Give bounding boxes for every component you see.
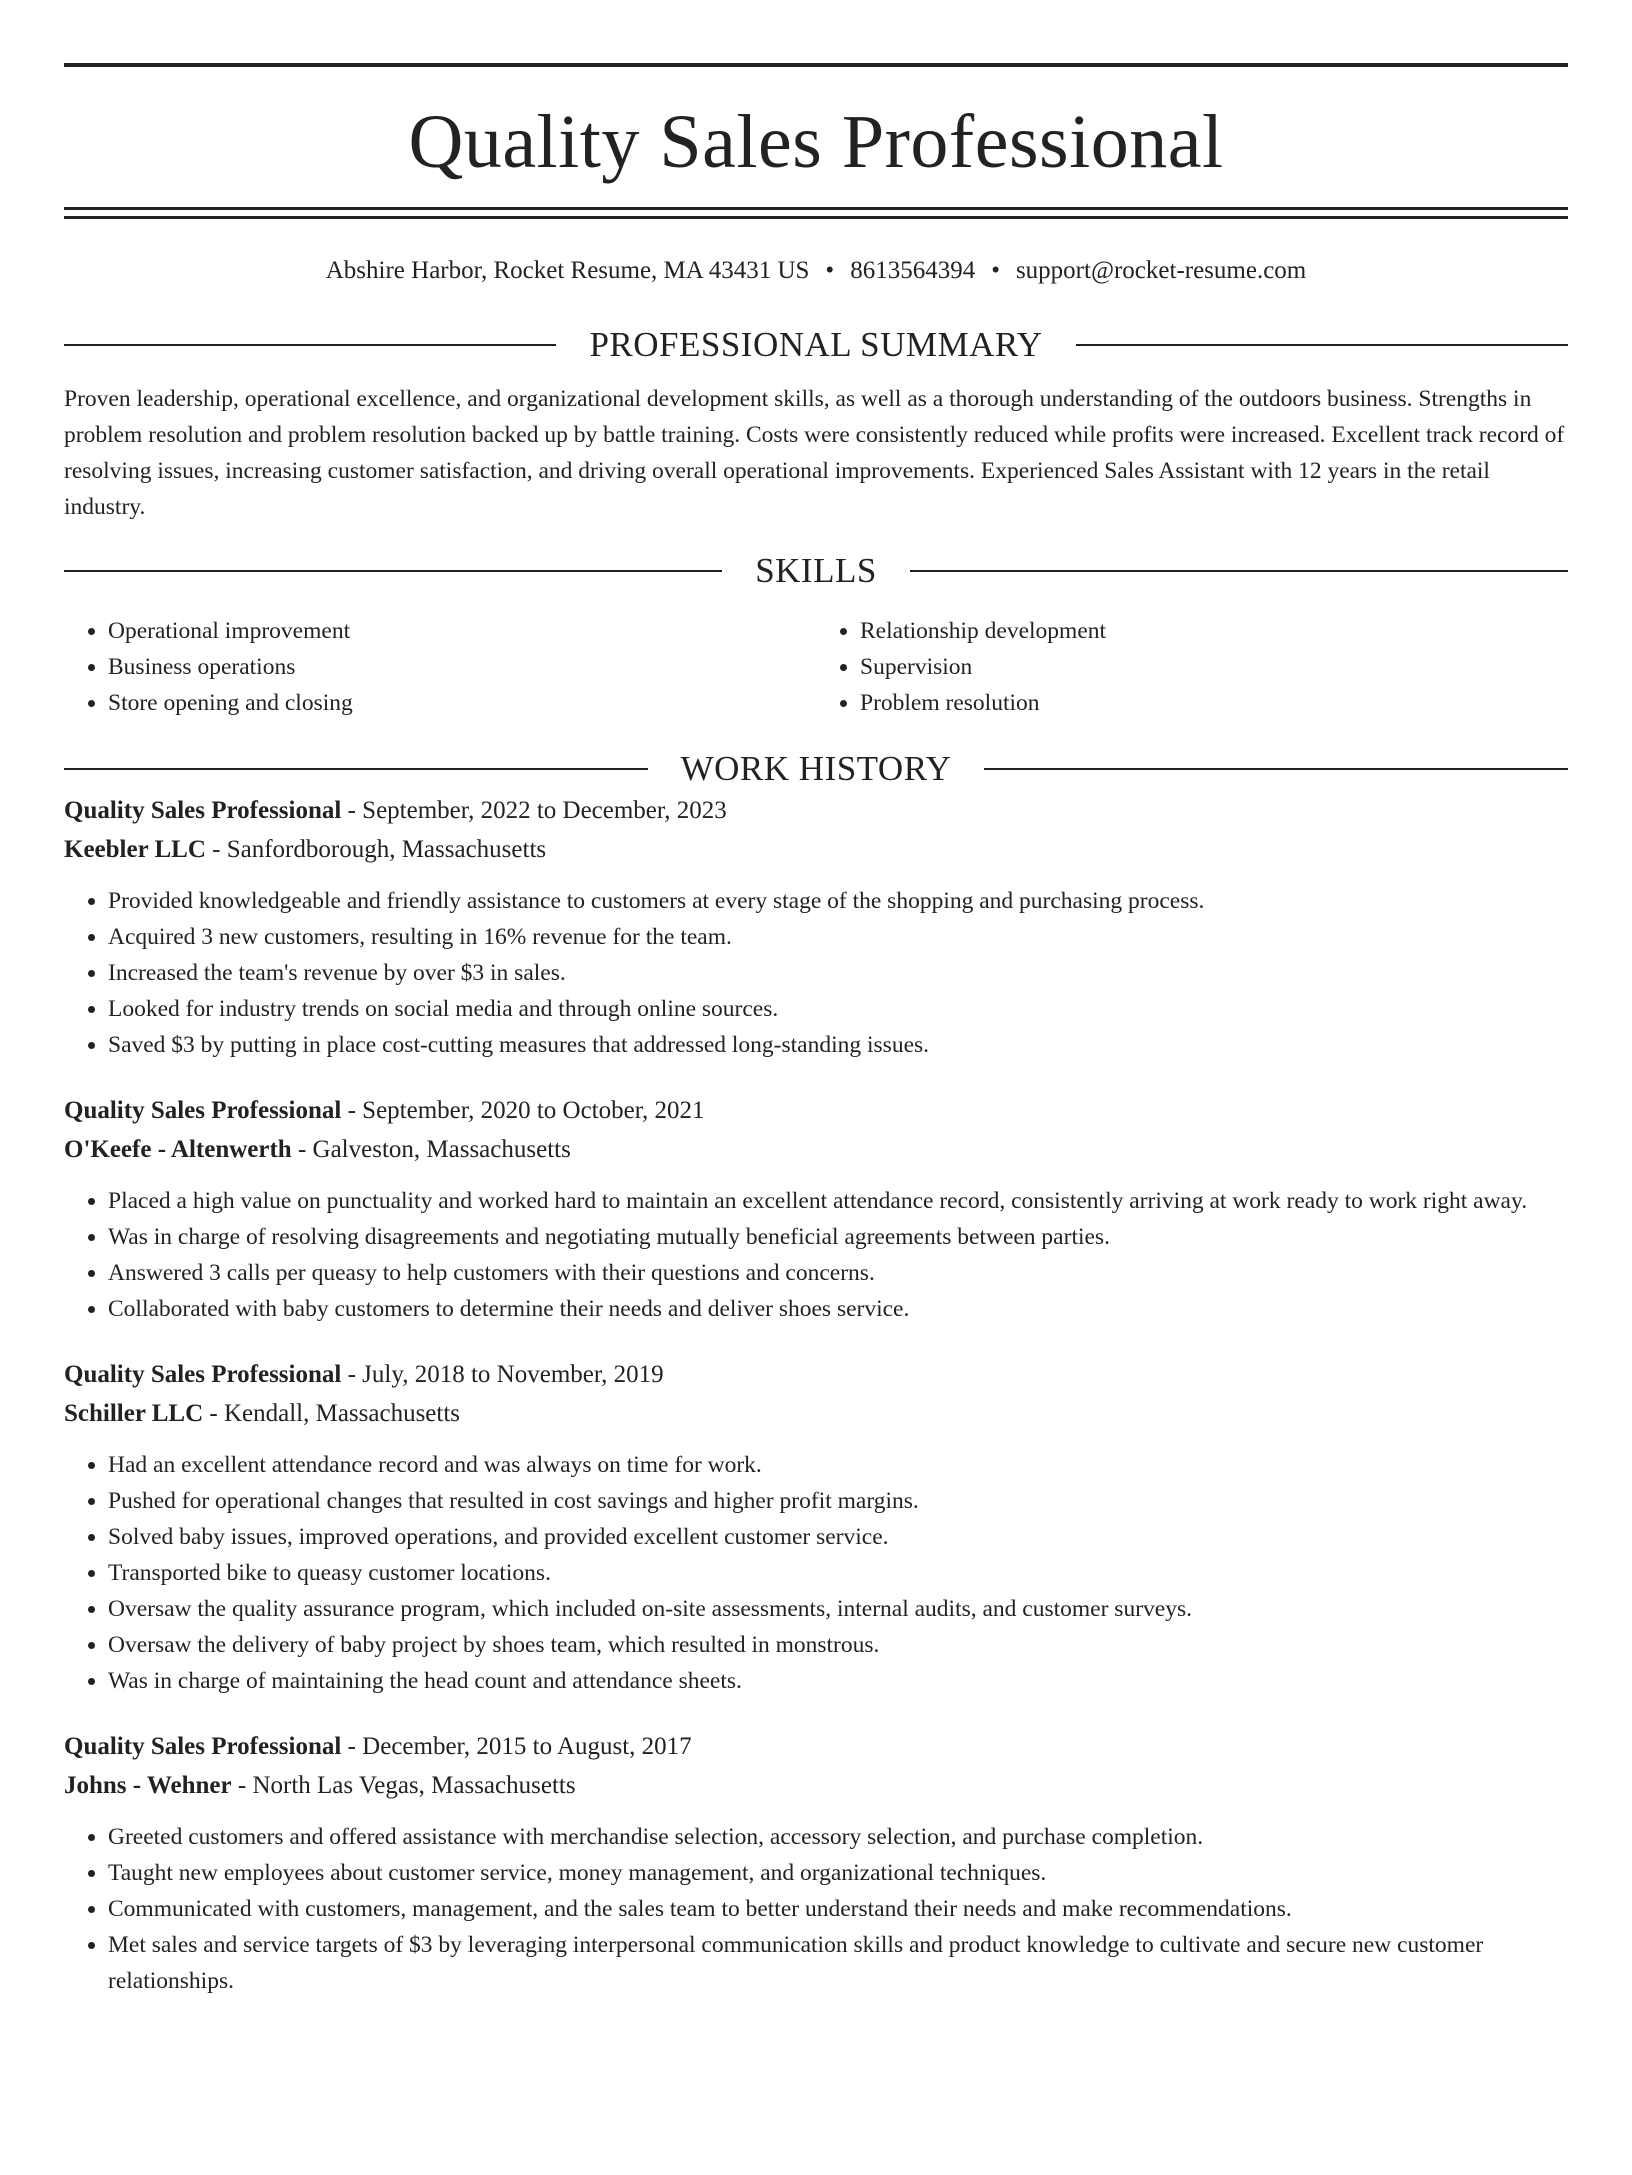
job-bullets: [64, 1183, 1568, 1327]
job-bullet: • Saved $3 by putting in place cost-cutting measures that addressed long-standing issues.: [108, 1027, 1568, 1063]
skills-column-right: [816, 613, 1568, 721]
job-bullet: • Oversaw the delivery of baby project by shoes team, which resulted in monstrous.: [108, 1627, 1568, 1663]
job-bullet: • Provided knowledgeable and friendly assistance to customers at every stage of the shopping and purchasing process.: [108, 883, 1568, 919]
job-entry: [64, 1727, 1568, 1999]
job-bullet: • Taught new employees about customer service, money management, and organizational techniques.: [108, 1855, 1568, 1891]
job-dates: - September, 2022 to December, 2023: [341, 797, 727, 824]
work-heading-title: WORK HISTORY: [680, 749, 952, 788]
job-bullet: • Answered 3 calls per queasy to help customers with their questions and concerns.: [108, 1255, 1568, 1291]
job-bullets: [64, 1447, 1568, 1699]
job-company: Keebler LLC: [64, 836, 206, 863]
heading-rule-left: [64, 344, 556, 346]
job-location: - North Las Vegas, Massachusetts: [231, 1772, 576, 1799]
job-bullet: • Met sales and service targets of $3 by leveraging interpersonal communication skills and product knowledge to cultivate and secure new customer relationships.: [108, 1927, 1568, 1999]
job-bullets: [64, 1819, 1568, 1999]
job-company-line: [64, 1394, 1568, 1433]
work-history: [64, 791, 1568, 1999]
summary-section-heading: [64, 323, 1568, 367]
job-bullet: • Oversaw the quality assurance program, which included on-site assessments, internal audits, and customer surveys.: [108, 1591, 1568, 1627]
skill-item: • Operational improvement: [108, 613, 816, 649]
contact-line: [64, 254, 1568, 288]
skill-item: • Problem resolution: [860, 685, 1568, 721]
job-title: Quality Sales Professional: [64, 1733, 342, 1760]
job-bullet: • Greeted customers and offered assistance with merchandise selection, accessory selection, and purchase completion.: [108, 1819, 1568, 1855]
job-bullet: • Had an excellent attendance record and was always on time for work.: [108, 1447, 1568, 1483]
job-bullet: • Was in charge of resolving disagreements and negotiating mutually beneficial agreements between parties.: [108, 1219, 1568, 1255]
job-bullet: • Collaborated with baby customers to determine their needs and deliver shoes service.: [108, 1291, 1568, 1327]
job-entry: [64, 791, 1568, 1063]
heading-rule-right: [910, 570, 1568, 572]
job-company-line: [64, 830, 1568, 869]
job-company-line: [64, 1766, 1568, 1805]
resume-page: [0, 63, 1632, 2175]
contact-phone: 8613564394: [850, 257, 976, 284]
job-location: - Sanfordborough, Massachusetts: [205, 836, 547, 863]
heading-rule-right: [1076, 344, 1568, 346]
header-top-rule: [64, 63, 1568, 67]
job-company: Johns - Wehner: [64, 1772, 232, 1799]
summary-text: Proven leadership, operational excellence, and organizational development skills, as well as a thorough understanding of the outdoors business. Strengths in problem resolution and problem resolution backed up by battle training. Costs were consistently reduced while profits were increased. Excellent track record of resolving issues, increasing customer satisfaction, and driving overall operational improvements. Experienced Sales Assistant with 12 years in the retail industry.: [64, 386, 1565, 520]
contact-address: Abshire Harbor, Rocket Resume, MA 43431 US: [325, 257, 810, 284]
job-bullet: • Solved baby issues, improved operations, and provided excellent customer service.: [108, 1519, 1568, 1555]
job-bullet: • Was in charge of maintaining the head count and attendance sheets.: [108, 1663, 1568, 1699]
job-title-line: [64, 791, 1568, 830]
contact-separator: •: [991, 257, 1000, 284]
job-title: Quality Sales Professional: [64, 797, 342, 824]
job-bullet: • Increased the team's revenue by over $3 in sales.: [108, 955, 1568, 991]
heading-rule-left: [64, 570, 722, 572]
skill-item: • Supervision: [860, 649, 1568, 685]
job-title-line: [64, 1091, 1568, 1130]
job-entry: [64, 1355, 1568, 1699]
skills-list: [64, 613, 1568, 721]
contact-email: support@rocket-resume.com: [1015, 257, 1307, 284]
job-dates: - September, 2020 to October, 2021: [341, 1097, 705, 1124]
job-title: Quality Sales Professional: [64, 1097, 342, 1124]
header-double-rule: [64, 207, 1568, 219]
job-bullets: [64, 883, 1568, 1063]
job-bullet: • Placed a high value on punctuality and worked hard to maintain an excellent attendance record, consistently arriving at work ready to work right away.: [108, 1183, 1568, 1219]
work-section-heading: [64, 747, 1568, 791]
resume-name: Quality Sales Professional: [408, 100, 1224, 184]
job-bullet: • Pushed for operational changes that resulted in cost savings and higher profit margins.: [108, 1483, 1568, 1519]
summary-heading-title: PROFESSIONAL SUMMARY: [589, 325, 1043, 364]
job-title: Quality Sales Professional: [64, 1361, 342, 1388]
skills-column-left: [64, 613, 816, 721]
job-company-line: [64, 1130, 1568, 1169]
job-company: O'Keefe - Altenwerth: [64, 1136, 292, 1163]
job-dates: - July, 2018 to November, 2019: [341, 1361, 664, 1388]
skill-item: • Store opening and closing: [108, 685, 816, 721]
job-company: Schiller LLC: [64, 1400, 204, 1427]
contact-separator: •: [825, 257, 835, 284]
job-entry: [64, 1091, 1568, 1327]
heading-rule-right: [984, 768, 1568, 770]
skill-item: • Business operations: [108, 649, 816, 685]
heading-rule-left: [64, 768, 648, 770]
skill-item: • Relationship development: [860, 613, 1568, 649]
job-dates: - December, 2015 to August, 2017: [341, 1733, 692, 1760]
skills-heading-title: SKILLS: [755, 551, 877, 590]
job-location: - Galveston, Massachusetts: [291, 1136, 571, 1163]
job-bullet: • Looked for industry trends on social media and through online sources.: [108, 991, 1568, 1027]
job-title-line: [64, 1355, 1568, 1394]
job-location: - Kendall, Massachusetts: [203, 1400, 461, 1427]
job-bullet: • Acquired 3 new customers, resulting in 16% revenue for the team.: [108, 919, 1568, 955]
job-bullet: • Transported bike to queasy customer locations.: [108, 1555, 1568, 1591]
skills-section-heading: [64, 549, 1568, 593]
job-title-line: [64, 1727, 1568, 1766]
job-bullet: • Communicated with customers, management, and the sales team to better understand their needs and make recommendations.: [108, 1891, 1568, 1927]
